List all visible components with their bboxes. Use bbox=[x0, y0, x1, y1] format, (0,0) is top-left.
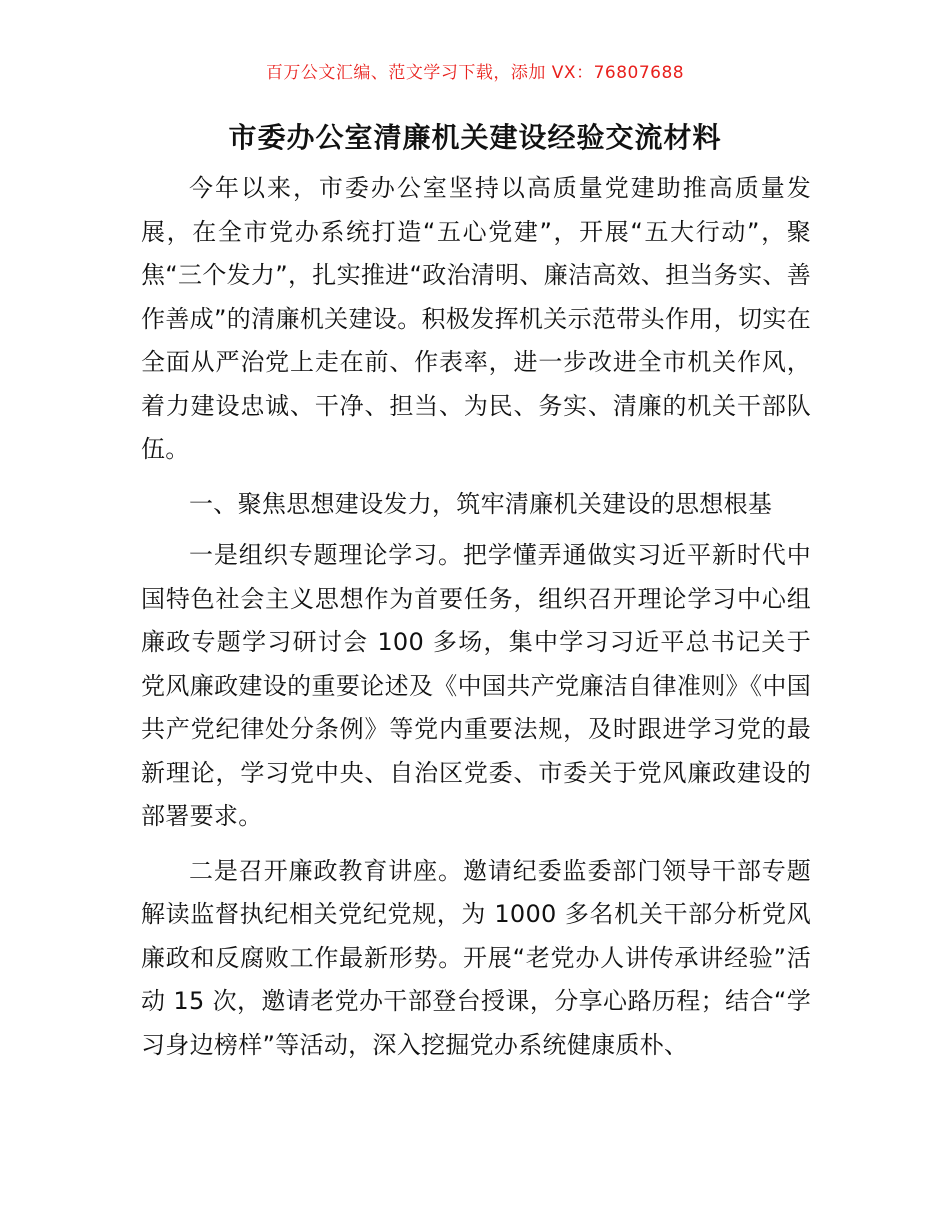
point-paragraph-2: 二是召开廉政教育讲座。邀请纪委监委部门领导干部专题解读监督执纪相关党纪党规，为 1000 多名机关干部分析党风廉政和反腐败工作最新形势。开展“老党办人讲传承讲经验”活动 15 次，邀请老党办干部登台授课，分享心路历程；结合“学习身边榜样”等活动，深入挖掘党办系统健康质朴、 bbox=[141, 856, 811, 1059]
document-body bbox=[141, 167, 811, 1067]
page-title: 市委办公室清廉机关建设经验交流材料 bbox=[228, 121, 722, 154]
section-heading-1: 一、聚焦思想建设发力，筑牢清廉机关建设的思想根基 bbox=[189, 489, 773, 518]
point-paragraph-1: 一是组织专题理论学习。把学懂弄通做实习近平新时代中国特色社会主义思想作为首要任务，组织召开理论学习中心组廉政专题学习研讨会 100 多场，集中学习习近平总书记关于党风廉政建设的重要论述及《中国共产党廉洁自律准则》《中国共产党纪律处分条例》等党内重要法规，及时跟进学习党的最新理论，学习党中央、自治区党委、市委关于党风廉政建设的部署要求。 bbox=[141, 541, 811, 830]
intro-paragraph: 今年以来，市委办公室坚持以高质量党建助推高质量发展，在全市党办系统打造“五心党建”，开展“五大行动”，聚焦“三个发力”，扎实推进“政治清明、廉洁高效、担当务实、善作善成”的清廉机关建设。积极发挥机关示范带头作用，切实在全面从严治党上走在前、作表率，进一步改进全市机关作风，着力建设忠诚、干净、担当、为民、务实、清廉的机关干部队伍。 bbox=[141, 174, 811, 463]
header-watermark-note: 百万公文汇编、范文学习下载，添加 VX：76807688 bbox=[265, 63, 685, 83]
